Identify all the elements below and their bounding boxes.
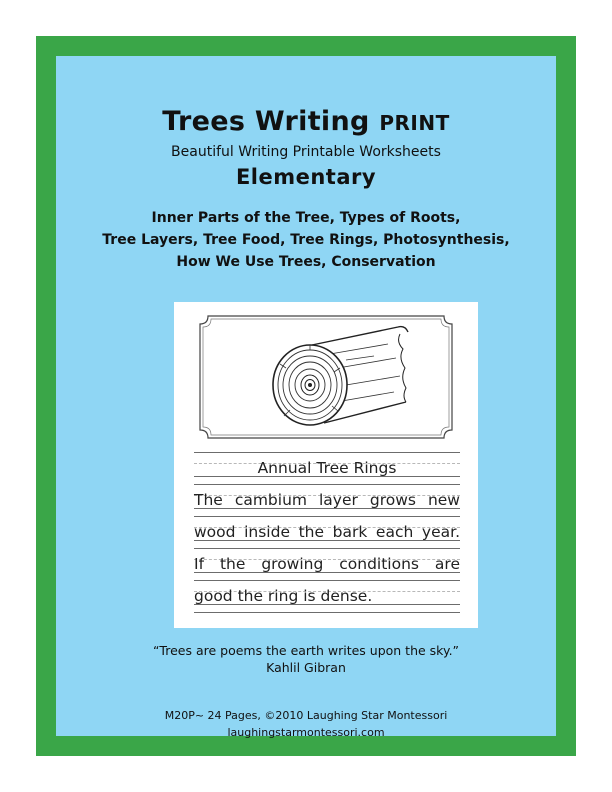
topics-list [56, 207, 556, 273]
cover-panel [56, 56, 556, 739]
cover-subtitle: Beautiful Writing Printable Worksheets [171, 144, 441, 160]
worksheet-line: good the ring is dense. [194, 580, 460, 612]
cover-title [56, 106, 556, 137]
quote-author: Kahlil Gibran [266, 660, 346, 675]
worksheet-line: wood inside the bark each year. [194, 516, 460, 548]
title-main: Trees Writing [162, 106, 370, 137]
worksheet-sample [174, 302, 478, 628]
topics-line: Tree Layers, Tree Food, Tree Rings, Photosynthesis, [102, 232, 510, 248]
topics-line: How We Use Trees, Conservation [176, 254, 436, 270]
cover-level: Elementary [235, 165, 377, 189]
tree-rings-log-icon [174, 302, 478, 452]
worksheet-line: If the growing conditions are [194, 548, 460, 580]
topics-line: Inner Parts of the Tree, Types of Roots, [151, 210, 461, 226]
title-suffix: PRINT [379, 111, 450, 135]
quote-text: “Trees are poems the earth writes upon the sky.” [152, 643, 460, 658]
worksheet-line: The cambium layer grows new [194, 484, 460, 516]
footer [56, 707, 556, 741]
baseline-rule [194, 612, 460, 613]
quote-block [56, 642, 556, 676]
footer-website: laughingstarmontessori.com [227, 726, 385, 739]
handwriting-lines [194, 452, 460, 613]
cover-frame [36, 36, 576, 756]
worksheet-heading: Annual Tree Rings [194, 452, 460, 484]
footer-publication: M20P~ 24 Pages, ©2010 Laughing Star Montessori [164, 709, 448, 722]
